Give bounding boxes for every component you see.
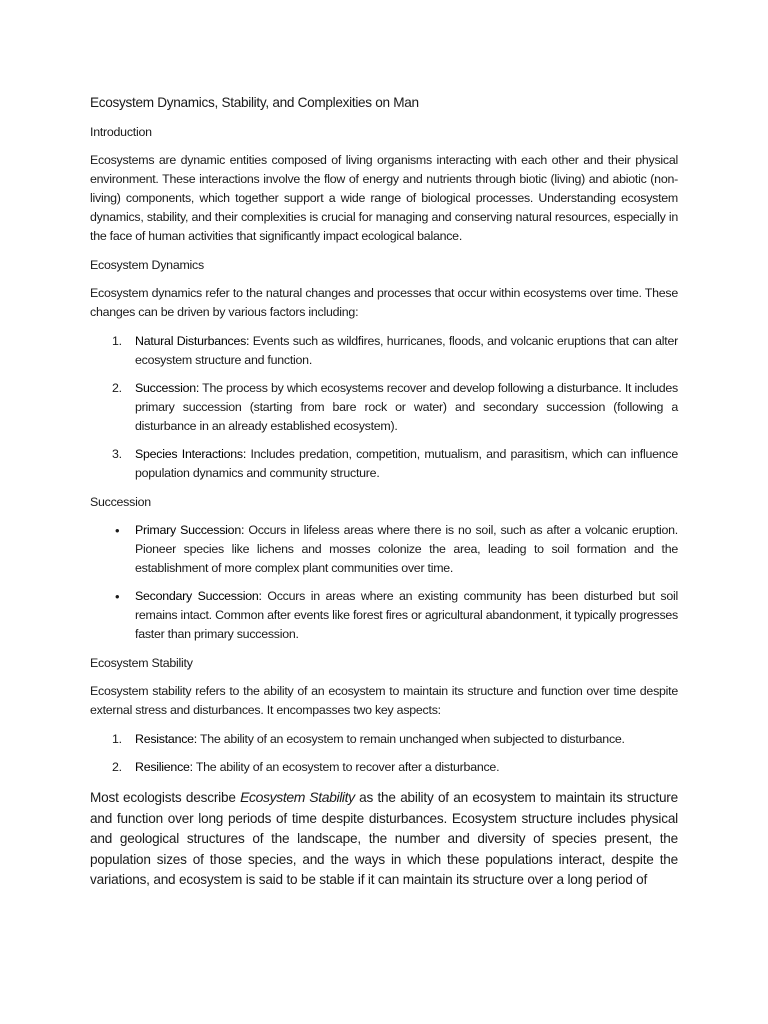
- list-number: 2.: [112, 381, 122, 395]
- list-term: Species Interactions:: [135, 447, 247, 461]
- list-term: Resistance:: [135, 732, 197, 746]
- dynamics-list: [90, 332, 678, 483]
- list-number: 3.: [112, 447, 122, 461]
- list-text: Occurs in areas where an existing community has been disturbed but soil remains intact. Common after events like forest fires or agricultural abandonment, it typically progresses faster than primary succession.: [135, 589, 678, 641]
- list-number: 1.: [112, 334, 122, 348]
- list-item: [90, 587, 678, 644]
- introduction-paragraph: Ecosystems are dynamic entities composed of living organisms interacting with each other and their physical environment. These interactions involve the flow of energy and nutrients through biotic (living) and abiotic (non-living) components, which together support a wide range of biological processes. Understanding ecosystem dynamics, stability, and their complexities is crucial for managing and conserving natural resources, especially in the face of human activities that significantly impact ecological balance.: [90, 153, 678, 243]
- document-title: Ecosystem Dynamics, Stability, and Complexities on Man: [90, 95, 419, 110]
- closing-text-rest: as the ability of an ecosystem to maintain its structure and function over long periods of time despite disturbances. Ecosystem structure includes physical and geological structures of the landscape, the number and diversity of species present, the population sizes of those species, and the ways in which these populations interact, despite the variations, and ecosystem is said to be stable if it can maintain its structure over a long period of: [90, 790, 678, 887]
- closing-paragraph: [90, 787, 678, 891]
- list-item: [90, 332, 678, 370]
- dynamics-heading: Ecosystem Dynamics: [90, 258, 204, 272]
- list-text: Occurs in lifeless areas where there is no soil, such as after a volcanic eruption. Pioneer species like lichens and mosses colonize the area, leading to soil formation and the establishment of more complex plant communities over time.: [135, 523, 678, 575]
- succession-list: [90, 521, 678, 644]
- list-item: [90, 521, 678, 578]
- list-term: Primary Succession:: [135, 523, 245, 537]
- list-text: The process by which ecosystems recover and develop following a disturbance. It includes primary succession (starting from bare rock or water) and secondary succession (following a disturbance in an already established ecosystem).: [135, 381, 678, 433]
- list-term: Resilience:: [135, 760, 193, 774]
- closing-text-start: Most ecologists describe: [90, 790, 241, 805]
- list-text: The ability of an ecosystem to recover after a disturbance.: [192, 760, 500, 774]
- succession-heading: Succession: [90, 495, 151, 509]
- stability-paragraph: Ecosystem stability refers to the ability of an ecosystem to maintain its structure and function over time despite external stress and disturbances. It encompasses two key aspects:: [90, 684, 678, 717]
- list-text: The ability of an ecosystem to remain unchanged when subjected to disturbance.: [197, 732, 625, 746]
- list-item: [90, 730, 678, 749]
- list-term: Succession:: [135, 381, 200, 395]
- list-number: 1.: [112, 732, 122, 746]
- stability-heading: Ecosystem Stability: [90, 656, 193, 670]
- dynamics-paragraph: Ecosystem dynamics refer to the natural changes and processes that occur within ecosystems over time. These changes can be driven by various factors including:: [90, 286, 678, 319]
- bullet-icon: •: [115, 523, 120, 538]
- list-item: [90, 758, 678, 777]
- introduction-heading: Introduction: [90, 125, 152, 139]
- list-text: Events such as wildfires, hurricanes, floods, and volcanic eruptions that can alter ecosystem structure and function.: [135, 334, 679, 367]
- list-number: 2.: [112, 760, 122, 774]
- bullet-icon: •: [115, 589, 120, 604]
- list-text: Includes predation, competition, mutualism, and parasitism, which can influence population dynamics and community structure.: [135, 447, 678, 480]
- list-term: Secondary Succession:: [135, 589, 262, 603]
- stability-list: [90, 730, 678, 777]
- list-item: [90, 445, 678, 483]
- list-item: [90, 379, 678, 436]
- emphasized-term: Ecosystem Stability: [240, 789, 355, 805]
- document-body: [90, 93, 678, 891]
- list-term: Natural Disturbances:: [135, 334, 250, 348]
